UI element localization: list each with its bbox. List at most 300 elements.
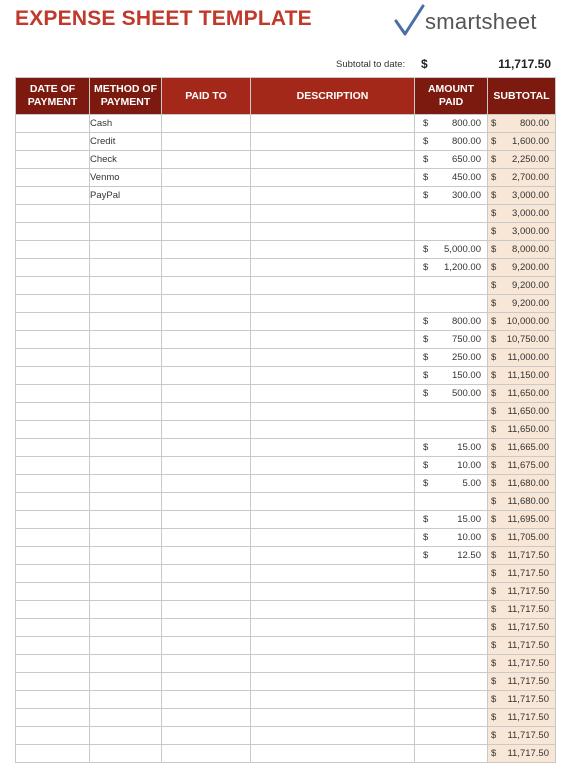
amount-cell[interactable] [415,565,488,583]
paid-to-cell[interactable] [162,439,251,457]
column-header-subtotal: SUBTOTAL [488,78,556,115]
paid-to-cell[interactable] [162,493,251,511]
subtotal-cell [488,457,556,475]
date-cell[interactable] [16,349,90,367]
date-cell[interactable] [16,403,90,421]
date-cell[interactable] [16,277,90,295]
method-cell[interactable] [90,421,162,439]
description-cell[interactable] [251,745,415,763]
currency-symbol: $ [491,694,497,705]
paid-to-cell[interactable] [162,475,251,493]
subtotal-cell [488,511,556,529]
date-cell[interactable] [16,151,90,169]
amount-cell[interactable] [415,277,488,295]
currency-symbol: $ [491,406,497,417]
date-cell[interactable] [16,673,90,691]
table-row [16,691,556,709]
subtotal-value: 11,717.50 [507,568,549,579]
currency-symbol: $ [491,154,497,165]
paid-to-cell[interactable] [162,133,251,151]
currency-symbol: $ [491,442,497,453]
subtotal-cell [488,277,556,295]
description-cell[interactable] [251,691,415,709]
paid-to-cell[interactable] [162,565,251,583]
description-cell[interactable] [251,331,415,349]
method-cell[interactable] [90,205,162,223]
currency-symbol: $ [423,316,429,327]
currency-symbol: $ [491,478,497,489]
currency-symbol: $ [423,514,429,525]
method-cell[interactable] [90,655,162,673]
method-cell[interactable] [90,475,162,493]
description-cell[interactable] [251,457,415,475]
paid-to-cell[interactable] [162,205,251,223]
method-cell[interactable] [90,727,162,745]
paid-to-cell[interactable] [162,709,251,727]
method-cell[interactable] [90,583,162,601]
description-cell[interactable] [251,403,415,421]
amount-cell[interactable] [415,151,488,169]
paid-to-cell[interactable] [162,367,251,385]
paid-to-cell[interactable] [162,619,251,637]
currency-symbol: $ [491,280,497,291]
table-row [16,169,556,187]
amount-cell[interactable] [415,691,488,709]
date-cell[interactable] [16,439,90,457]
description-cell[interactable] [251,619,415,637]
paid-to-cell[interactable] [162,295,251,313]
paid-to-cell[interactable] [162,637,251,655]
table-row [16,421,556,439]
subtotal-cell [488,313,556,331]
currency-symbol: $ [423,172,429,183]
method-cell[interactable] [90,511,162,529]
method-cell[interactable] [90,241,162,259]
subtotal-value: 2,250.00 [512,154,549,165]
description-cell[interactable] [251,655,415,673]
amount-cell[interactable] [415,367,488,385]
amount-cell[interactable] [415,601,488,619]
amount-cell[interactable] [415,529,488,547]
method-cell[interactable] [90,331,162,349]
date-cell[interactable] [16,385,90,403]
subtotal-cell [488,619,556,637]
table-row [16,565,556,583]
subtotal-value: 11,695.00 [507,514,549,525]
paid-to-cell[interactable] [162,421,251,439]
date-cell[interactable] [16,421,90,439]
column-header-date: DATE OF PAYMENT [16,78,90,115]
date-cell[interactable] [16,241,90,259]
description-cell[interactable] [251,349,415,367]
date-cell[interactable] [16,511,90,529]
subtotal-value: 2,700.00 [512,172,549,183]
date-cell[interactable] [16,547,90,565]
subtotal-value: 11,000.00 [507,352,549,363]
amount-cell[interactable] [415,727,488,745]
description-cell[interactable] [251,673,415,691]
method-cell[interactable] [90,457,162,475]
method-cell[interactable] [90,259,162,277]
subtotal-cell [488,439,556,457]
description-cell[interactable] [251,637,415,655]
currency-symbol: $ [491,424,497,435]
subtotal-value: 3,000.00 [512,190,549,201]
table-header-row [16,78,556,115]
method-cell[interactable] [90,619,162,637]
method-cell[interactable] [90,223,162,241]
subtotal-cell [488,565,556,583]
paid-to-cell[interactable] [162,655,251,673]
method-cell[interactable] [90,709,162,727]
method-cell[interactable] [90,439,162,457]
checkmark-icon [393,4,427,38]
table-row [16,259,556,277]
amount-cell[interactable] [415,493,488,511]
description-cell[interactable] [251,133,415,151]
paid-to-cell[interactable] [162,547,251,565]
table-row [16,511,556,529]
subtotal-value: 11,650.00 [507,406,549,417]
paid-to-cell[interactable] [162,745,251,763]
currency-symbol: $ [423,334,429,345]
amount-value: 650.00 [451,154,481,165]
subtotal-value: 9,200.00 [512,262,549,273]
amount-cell[interactable] [415,205,488,223]
amount-cell[interactable] [415,637,488,655]
table-row [16,403,556,421]
table-row [16,295,556,313]
date-cell[interactable] [16,691,90,709]
amount-cell[interactable] [415,547,488,565]
description-cell[interactable] [251,115,415,133]
currency-symbol: $ [491,640,497,651]
date-cell[interactable] [16,619,90,637]
method-cell[interactable] [90,637,162,655]
paid-to-cell[interactable] [162,457,251,475]
method-cell[interactable] [90,349,162,367]
subtotal-cell [488,367,556,385]
method-cell[interactable] [90,529,162,547]
amount-cell[interactable] [415,241,488,259]
description-cell[interactable] [251,727,415,745]
amount-cell[interactable] [415,583,488,601]
paid-to-cell[interactable] [162,349,251,367]
table-row [16,727,556,745]
amount-cell[interactable] [415,313,488,331]
subtotal-cell [488,295,556,313]
amount-value: 1,200.00 [444,262,481,273]
subtotal-value: 11,717.50 [507,640,549,651]
currency-symbol: $ [491,586,497,597]
amount-cell[interactable] [415,115,488,133]
subtotal-cell [488,133,556,151]
currency-symbol: $ [491,172,497,183]
amount-cell[interactable] [415,439,488,457]
paid-to-cell[interactable] [162,259,251,277]
table-row [16,457,556,475]
logo-text: smartsheet [425,9,537,34]
description-cell[interactable] [251,277,415,295]
subtotal-value: 11,150.00 [507,370,549,381]
subtotal-cell [488,259,556,277]
description-cell[interactable] [251,223,415,241]
date-cell[interactable] [16,223,90,241]
subtotal-cell [488,745,556,763]
date-cell[interactable] [16,493,90,511]
description-cell[interactable] [251,241,415,259]
method-cell[interactable]: Credit [90,133,162,151]
paid-to-cell[interactable] [162,529,251,547]
date-cell[interactable] [16,457,90,475]
currency-symbol: $ [423,460,429,471]
currency-symbol: $ [491,622,497,633]
amount-cell[interactable] [415,619,488,637]
description-cell[interactable] [251,547,415,565]
paid-to-cell[interactable] [162,241,251,259]
amount-cell[interactable] [415,385,488,403]
method-cell[interactable] [90,403,162,421]
description-cell[interactable] [251,259,415,277]
description-cell[interactable] [251,385,415,403]
method-cell[interactable] [90,313,162,331]
amount-cell[interactable] [415,349,488,367]
description-cell[interactable] [251,205,415,223]
amount-value: 800.00 [451,118,481,129]
date-cell[interactable] [16,205,90,223]
method-cell[interactable] [90,745,162,763]
date-cell[interactable] [16,745,90,763]
subtotal-cell [488,673,556,691]
amount-cell[interactable] [415,259,488,277]
method-cell[interactable] [90,295,162,313]
method-cell[interactable]: Cash [90,115,162,133]
description-cell[interactable] [251,151,415,169]
paid-to-cell[interactable] [162,403,251,421]
subtotal-value: 11,717.50 [507,550,549,561]
subtotal-value: 10,750.00 [506,334,549,345]
currency-symbol: $ [491,514,497,525]
currency-symbol: $ [423,118,429,129]
date-cell[interactable] [16,727,90,745]
paid-to-cell[interactable] [162,673,251,691]
currency-symbol: $ [491,676,497,687]
description-cell[interactable] [251,313,415,331]
subtotal-value: 11,675.00 [507,460,549,471]
date-cell[interactable] [16,313,90,331]
currency-symbol: $ [491,298,497,309]
paid-to-cell[interactable] [162,691,251,709]
currency-symbol: $ [491,568,497,579]
date-cell[interactable] [16,259,90,277]
date-cell[interactable] [16,601,90,619]
subtotal-value: 8,000.00 [512,244,549,255]
paid-to-cell[interactable] [162,115,251,133]
subtotal-cell [488,601,556,619]
date-cell[interactable] [16,475,90,493]
currency-symbol: $ [491,118,497,129]
currency-symbol: $ [491,244,497,255]
amount-value: 750.00 [451,334,481,345]
description-cell[interactable] [251,187,415,205]
amount-cell[interactable] [415,709,488,727]
subtotal-value: 11,717.50 [507,604,549,615]
description-cell[interactable] [251,511,415,529]
amount-value: 800.00 [451,316,481,327]
paid-to-cell[interactable] [162,223,251,241]
description-cell[interactable] [251,493,415,511]
amount-cell[interactable] [415,169,488,187]
subtotal-cell [488,169,556,187]
currency-symbol: $ [491,748,497,759]
amount-cell[interactable] [415,403,488,421]
description-cell[interactable] [251,601,415,619]
subtotal-value: 11,650.00 [507,424,549,435]
description-cell[interactable] [251,529,415,547]
description-cell[interactable] [251,421,415,439]
amount-cell[interactable] [415,223,488,241]
amount-value: 5,000.00 [444,244,481,255]
amount-value: 250.00 [451,352,481,363]
amount-cell[interactable] [415,187,488,205]
subtotal-cell [488,385,556,403]
amount-cell[interactable] [415,655,488,673]
currency-symbol: $ [491,388,497,399]
table-row [16,637,556,655]
description-cell[interactable] [251,475,415,493]
table-row [16,709,556,727]
date-cell[interactable] [16,115,90,133]
method-cell[interactable]: PayPal [90,187,162,205]
amount-value: 450.00 [451,172,481,183]
amount-cell[interactable] [415,673,488,691]
paid-to-cell[interactable] [162,313,251,331]
currency-symbol: $ [423,370,429,381]
currency-symbol: $ [423,244,429,255]
paid-to-cell[interactable] [162,601,251,619]
currency-symbol: $ [491,532,497,543]
table-row [16,493,556,511]
page-title: EXPENSE SHEET TEMPLATE [15,7,312,30]
date-cell[interactable] [16,655,90,673]
date-cell[interactable] [16,565,90,583]
amount-cell[interactable] [415,295,488,313]
subtotal-value: 11,717.50 [507,730,549,741]
amount-value: 15.00 [457,514,481,525]
paid-to-cell[interactable] [162,331,251,349]
date-cell[interactable] [16,133,90,151]
date-cell[interactable] [16,637,90,655]
currency-symbol: $ [491,460,497,471]
paid-to-cell[interactable] [162,151,251,169]
paid-to-cell[interactable] [162,385,251,403]
subtotal-currency: $ [421,57,428,71]
date-cell[interactable] [16,169,90,187]
method-cell[interactable]: Venmo [90,169,162,187]
subtotal-cell [488,547,556,565]
subtotal-cell [488,241,556,259]
subtotal-value: 3,000.00 [512,208,549,219]
description-cell[interactable] [251,295,415,313]
subtotal-value: 11,680.00 [507,496,549,507]
currency-symbol: $ [423,388,429,399]
method-cell[interactable] [90,547,162,565]
subtotal-cell [488,331,556,349]
description-cell[interactable] [251,565,415,583]
paid-to-cell[interactable] [162,277,251,295]
subtotal-value: 9,200.00 [512,280,549,291]
paid-to-cell[interactable] [162,511,251,529]
date-cell[interactable] [16,529,90,547]
currency-symbol: $ [423,550,429,561]
date-cell[interactable] [16,187,90,205]
paid-to-cell[interactable] [162,727,251,745]
paid-to-cell[interactable] [162,187,251,205]
date-cell[interactable] [16,295,90,313]
method-cell[interactable] [90,367,162,385]
paid-to-cell[interactable] [162,583,251,601]
method-cell[interactable] [90,385,162,403]
amount-cell[interactable] [415,421,488,439]
subtotal-value: 11,717.50 [507,676,549,687]
currency-symbol: $ [491,208,497,219]
subtotal-cell [488,151,556,169]
amount-cell[interactable] [415,457,488,475]
method-cell[interactable]: Check [90,151,162,169]
subtotal-value: 11,717.50 [507,712,549,723]
table-row [16,601,556,619]
amount-value: 15.00 [457,442,481,453]
currency-symbol: $ [423,262,429,273]
method-cell[interactable] [90,673,162,691]
date-cell[interactable] [16,331,90,349]
date-cell[interactable] [16,709,90,727]
table-row [16,349,556,367]
amount-cell[interactable] [415,331,488,349]
paid-to-cell[interactable] [162,169,251,187]
method-cell[interactable] [90,277,162,295]
subtotal-value: 11,650.00 [507,388,549,399]
currency-symbol: $ [491,496,497,507]
currency-symbol: $ [491,316,497,327]
amount-cell[interactable] [415,745,488,763]
description-cell[interactable] [251,709,415,727]
description-cell[interactable] [251,169,415,187]
subtotal-cell [488,205,556,223]
date-cell[interactable] [16,583,90,601]
table-row [16,745,556,763]
method-cell[interactable] [90,493,162,511]
amount-cell[interactable] [415,511,488,529]
subtotal-cell [488,115,556,133]
amount-cell[interactable] [415,475,488,493]
date-cell[interactable] [16,367,90,385]
description-cell[interactable] [251,367,415,385]
subtotal-value: 11,717.50 [507,748,549,759]
description-cell[interactable] [251,583,415,601]
method-cell[interactable] [90,565,162,583]
description-cell[interactable] [251,439,415,457]
subtotal-value: 3,000.00 [512,226,549,237]
subtotal-cell [488,727,556,745]
currency-symbol: $ [491,604,497,615]
table-row [16,619,556,637]
method-cell[interactable] [90,601,162,619]
amount-cell[interactable] [415,133,488,151]
method-cell[interactable] [90,691,162,709]
table-row [16,331,556,349]
table-row [16,439,556,457]
